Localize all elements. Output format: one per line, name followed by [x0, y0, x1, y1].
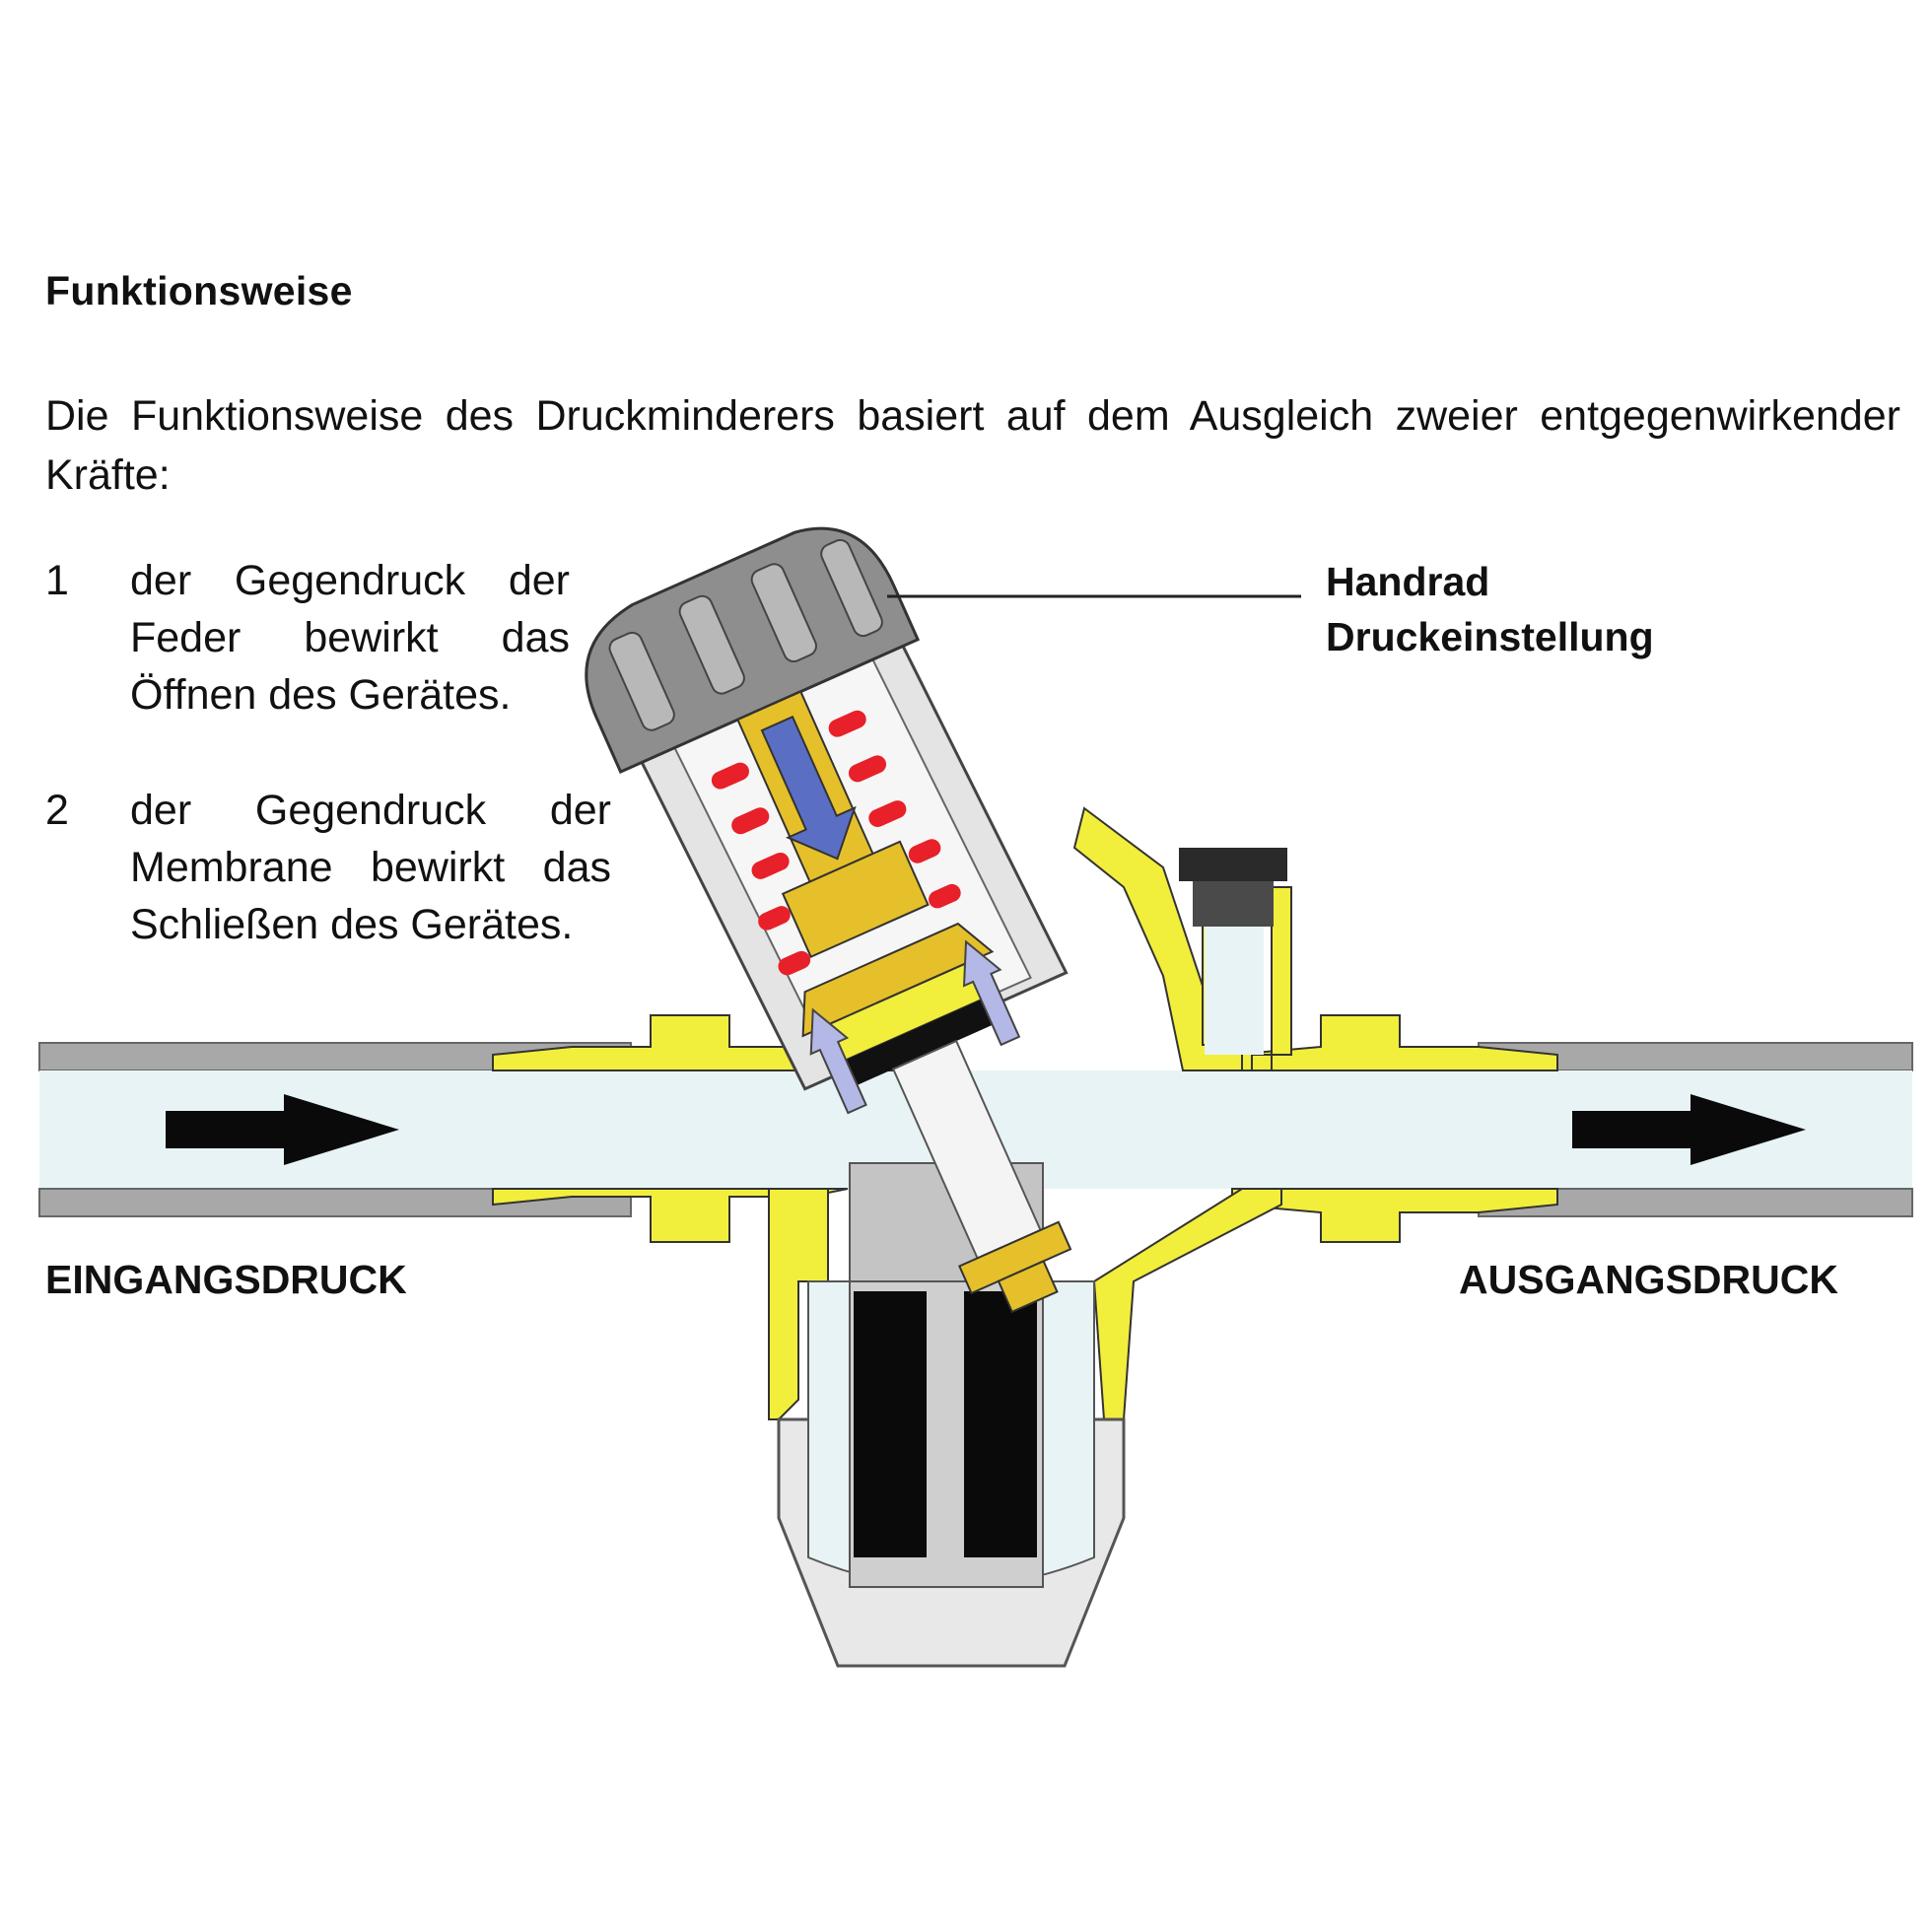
page-title: Funktionsweise [45, 268, 353, 313]
item-2-number: 2 [45, 787, 69, 834]
filter-housing [779, 1163, 1124, 1666]
intro-paragraph: Die Funktionsweise des Druckminderers basiert auf dem Ausgleich zweier entgegenwirkender Kräfte: [45, 392, 1900, 499]
filter-element-right [964, 1291, 1037, 1557]
item-1-number: 1 [45, 557, 69, 604]
item-2-text: der Gegendruck der Membrane bewirkt das Schließen des Gerätes. [130, 787, 611, 948]
item-1-text: der Gegendruck der Feder bewirkt das Öffnen des Gerätes. [130, 557, 570, 719]
outlet-pressure-label: AUSGANGSDRUCK [1459, 1257, 1838, 1302]
handrad-label [1326, 554, 1654, 664]
handrad-label-line2: Druckeinstellung [1326, 614, 1654, 659]
handrad-label-line1: Handrad [1326, 559, 1490, 604]
filter-element-left [854, 1291, 927, 1557]
inlet-pressure-label: EINGANGSDRUCK [45, 1257, 407, 1302]
